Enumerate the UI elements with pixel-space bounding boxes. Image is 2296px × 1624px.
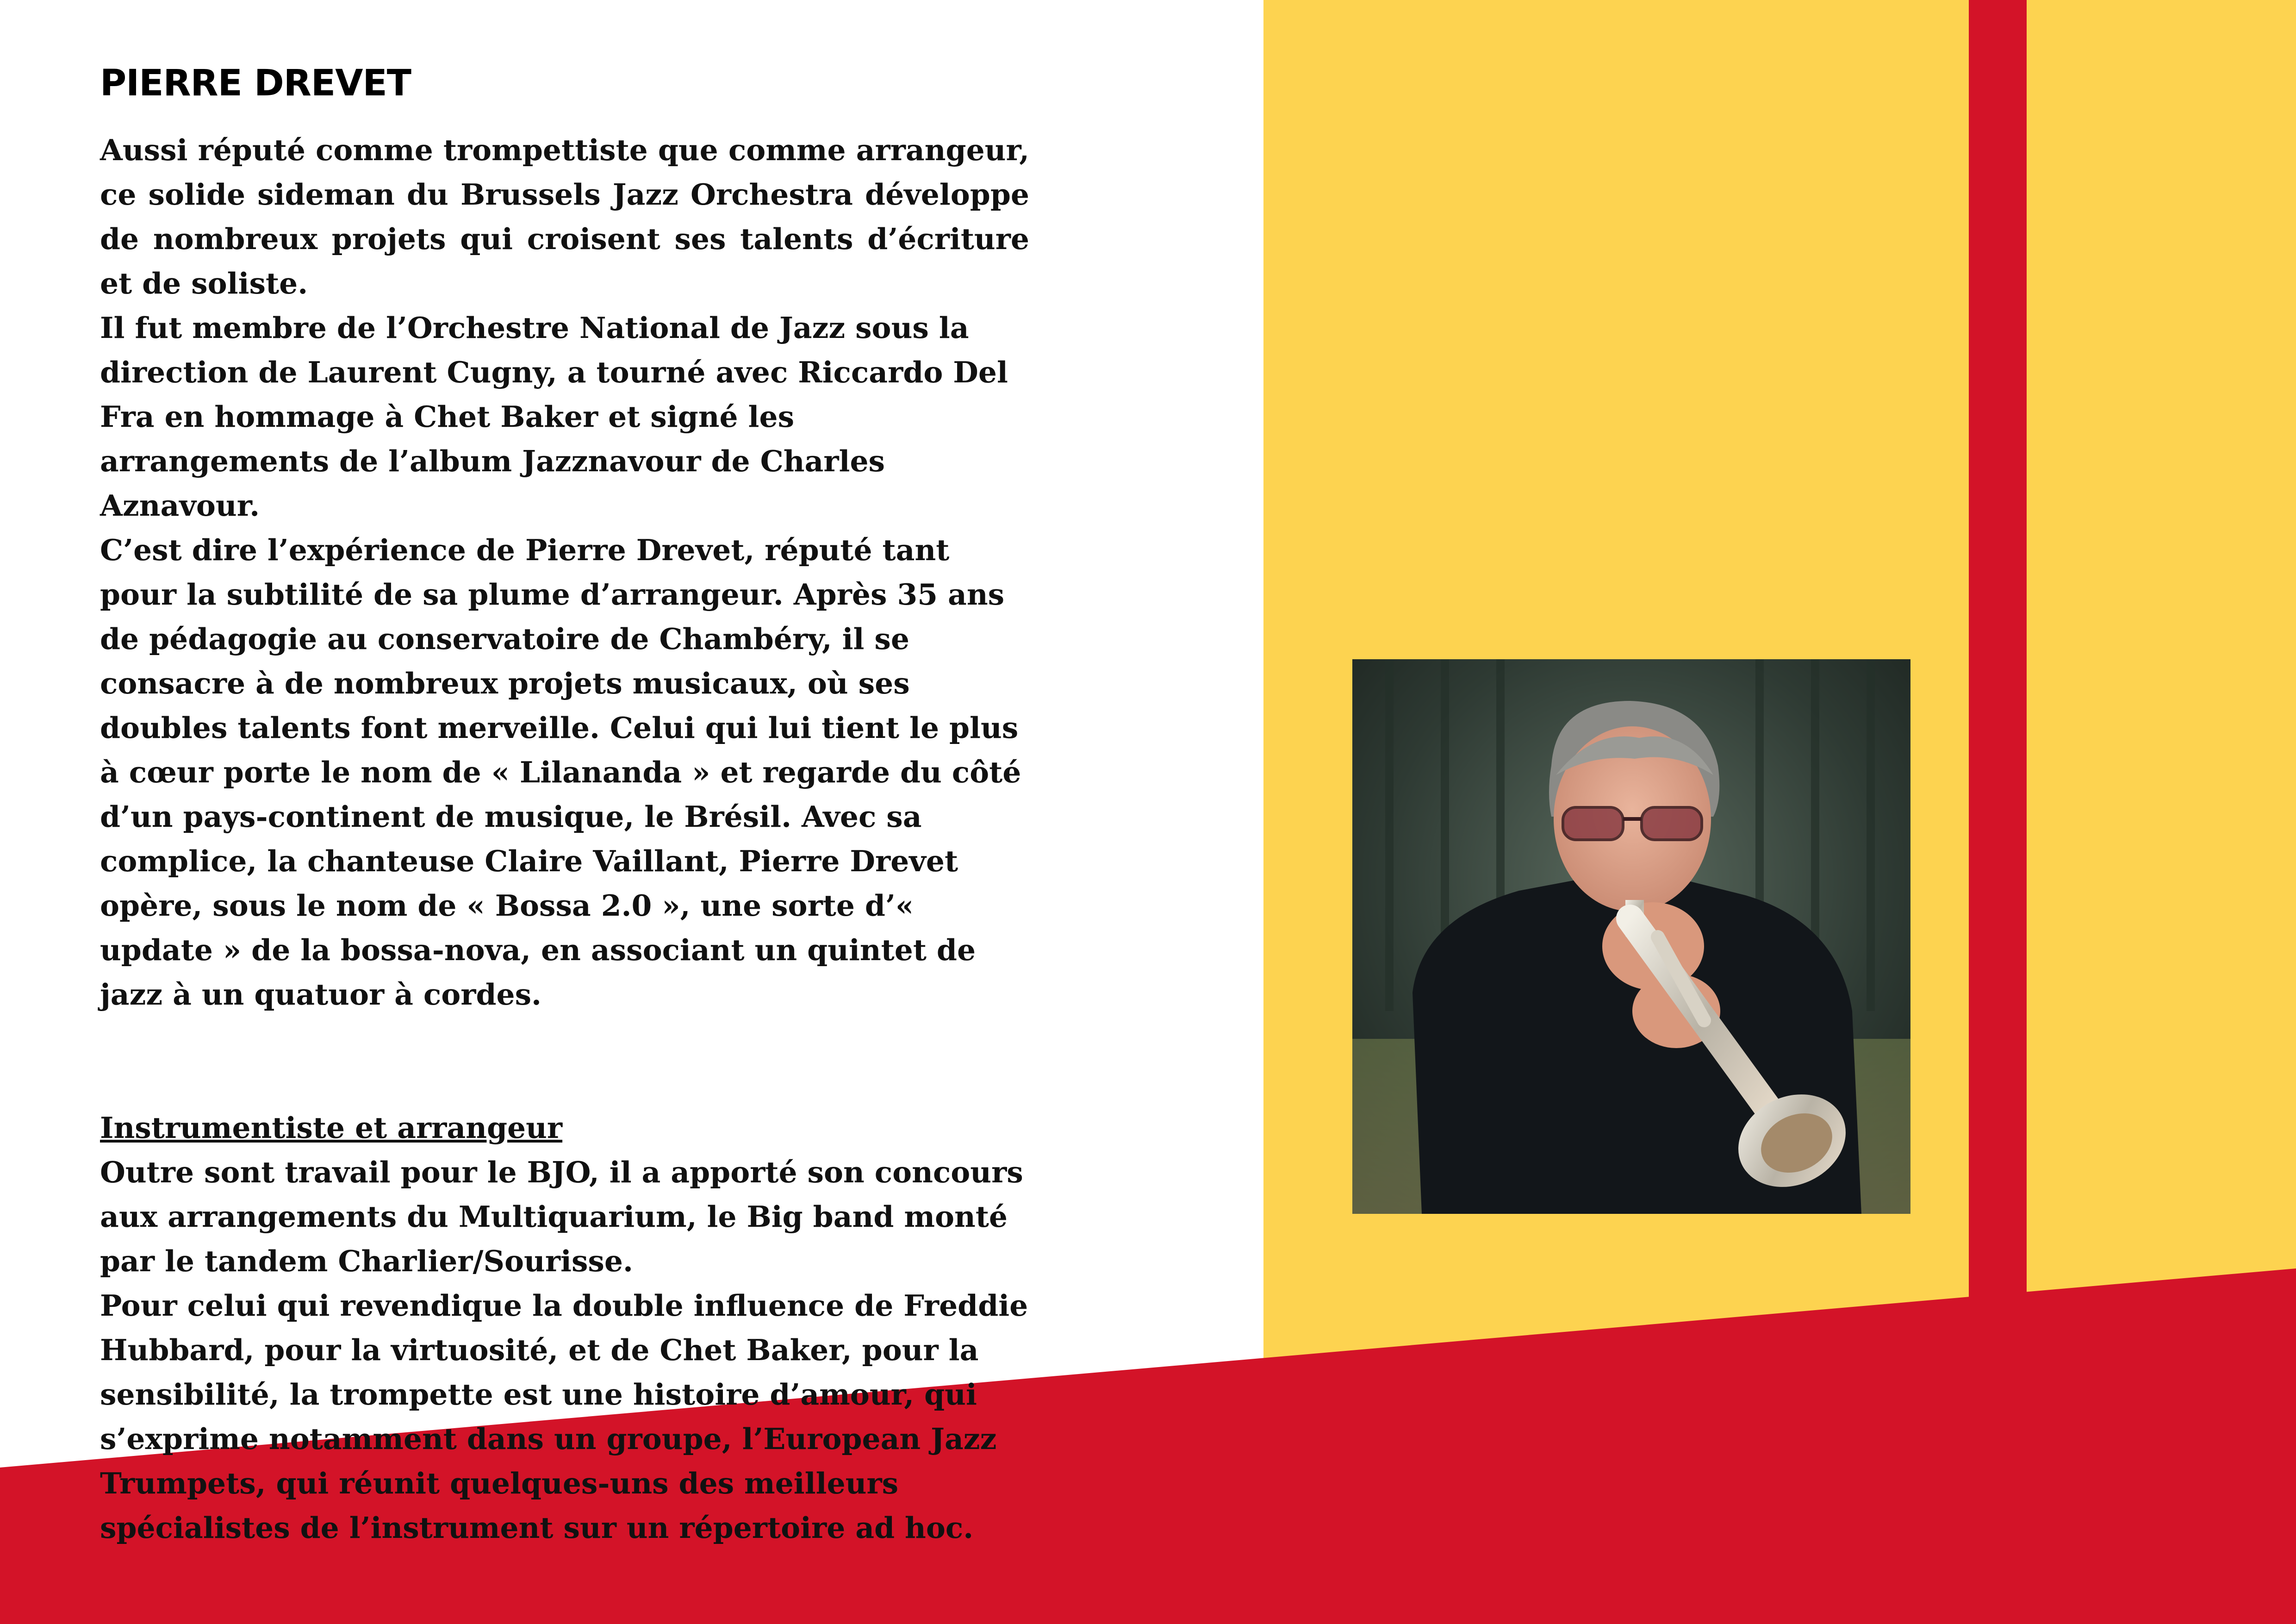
paragraph-3: C’est dire l’expérience de Pierre Drevet, réputé tant pour la subtilité de sa plume d’arrangeur. Après 35 ans de pédagogie au conservatoire de Chambéry, il se consacre à de nombreux projets musicaux, où ses doubles talents font merveille. Celui qui lui tient le plus à cœur porte le nom de « Lilananda » et regarde du côté d’un pays-continent de musique, le Brésil. Avec sa complice, la chanteuse Claire Vaillant, Pierre Drevet opère, sous le nom de « Bossa 2.0 », une sorte d’« update » de la bossa-nova, en associant un quintet de jazz à un quatuor à cordes. (100, 533, 1021, 1012)
article (100, 60, 1029, 1550)
trumpet-player-photo (1352, 659, 1910, 1214)
paragraph-4: Outre sont travail pour le BJO, il a apporté son concours aux arrangements du Multiquarium, le Big band monté par le tandem Charlier/Sourisse. (100, 1155, 1023, 1278)
section-heading: Instrumentiste et arrangeur (100, 1111, 563, 1145)
page-title: PIERRE DREVET (100, 62, 411, 104)
spacer (100, 1017, 1029, 1106)
paragraph-1: Aussi réputé comme trompettiste que comme arrangeur, ce solide sideman du Brussels Jazz Orchestra développe de nombreux projets qui croisent ses talents d’écriture et de soliste. (100, 133, 1029, 300)
paragraph-5: Pour celui qui revendique la double influence de Freddie Hubbard, pour la virtuosité, et de Chet Baker, pour la sensibilité, la trompette est une histoire d’amour, qui s’exprime notamment dans un groupe, l’European Jazz Trumpets, qui réunit quelques-uns des meilleurs spécialistes de l’instrument sur un répertoire ad hoc. (100, 1288, 1028, 1545)
paragraph-2: Il fut membre de l’Orchestre National de Jazz sous la direction de Laurent Cugny, a tourné avec Riccardo Del Fra en hommage à Chet Baker et signé les arrangements de l’album Jazznavour de Charles Aznavour. (100, 311, 1008, 523)
photo-illustration (1352, 659, 1910, 1214)
